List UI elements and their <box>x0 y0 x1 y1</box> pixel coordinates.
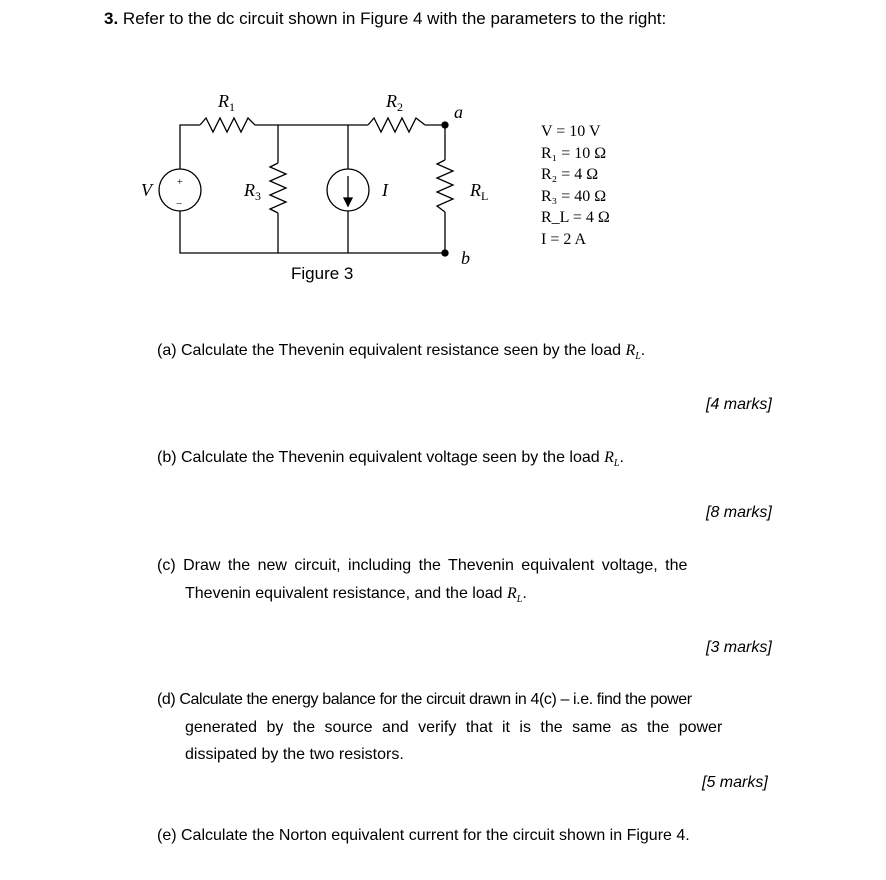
param-rl: R_L = 4 Ω <box>541 209 610 226</box>
marks-a: [4 marks] <box>706 396 772 413</box>
arrow-down-icon <box>344 198 352 206</box>
marks-b: [8 marks] <box>706 504 772 521</box>
circuit-diagram <box>0 0 886 300</box>
figure-caption: Figure 3 <box>291 264 354 283</box>
part-d-line1: (d) Calculate the energy balance for the circuit drawn in 4(c) – i.e. find the power <box>157 691 692 708</box>
part-a: (a) Calculate the Thevenin equivalent resistance seen by the load $R_L$. <box>157 342 646 363</box>
param-r2: R₂ = 4 Ω <box>541 166 599 183</box>
label-rl: $R_L$ <box>470 180 489 203</box>
param-r3: R₃ = 40 Ω <box>541 187 607 205</box>
label-r3: $R_3$ <box>244 180 261 203</box>
param-r1: R₁ = 10 Ω <box>541 144 607 162</box>
wire-top-left <box>180 125 200 169</box>
part-c-line2: Thevenin equivalent resistance, and the load $R_L$. <box>185 585 527 606</box>
label-v: V <box>141 180 152 200</box>
node-b <box>442 250 448 256</box>
part-d-line2: generated by the source and verify that it is the same as the power <box>185 719 723 736</box>
resistor-r3 <box>270 163 286 213</box>
minus-sign: − <box>176 198 183 210</box>
param-i: I = 2 A <box>541 230 587 248</box>
resistor-r1 <box>200 118 255 132</box>
part-c-line1: (c) Draw the new circuit, including the Thevenin equivalent voltage, the <box>157 557 688 574</box>
part-d-line3: dissipated by the two resistors. <box>185 746 404 763</box>
label-i: I <box>382 180 388 200</box>
plus-sign: + <box>177 177 183 188</box>
part-e: (e) Calculate the Norton equivalent current for the circuit shown in Figure 4. <box>157 827 690 844</box>
resistor-r2 <box>368 118 425 132</box>
label-r1: $R_1$ <box>218 91 235 114</box>
label-a: a <box>454 102 463 122</box>
marks-d: [5 marks] <box>702 774 768 791</box>
label-b: b <box>461 248 470 268</box>
label-r2: $R_2$ <box>386 91 403 114</box>
part-b: (b) Calculate the Thevenin equivalent voltage seen by the load $R_L$. <box>157 449 624 470</box>
parameter-list <box>541 121 610 250</box>
node-a <box>442 122 448 128</box>
param-v: V = 10 V <box>541 123 601 140</box>
marks-c: [3 marks] <box>706 639 772 656</box>
resistor-rl <box>437 160 453 212</box>
question-intro: 3. Refer to the dc circuit shown in Figure 4 with the parameters to the right: <box>104 9 667 28</box>
